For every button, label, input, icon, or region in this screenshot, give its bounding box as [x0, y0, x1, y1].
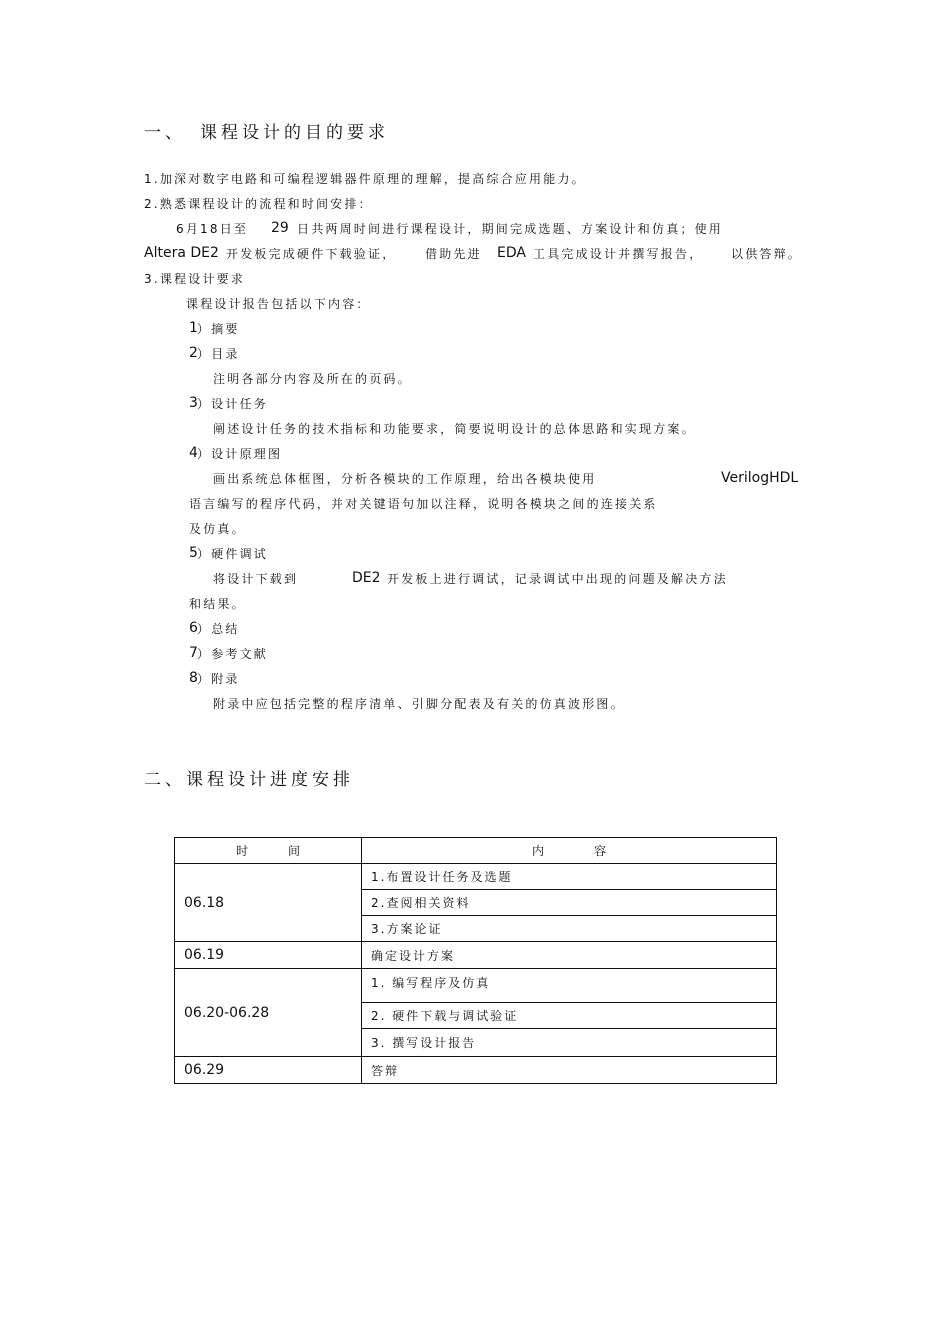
header-time-label: 时间 [235, 844, 340, 858]
requirement-line-2: 2.熟悉课程设计的流程和时间安排： [144, 197, 373, 211]
tool-text-b: 工具完成设计并撰写报告， [533, 247, 704, 261]
schedule-text-c: 日共两周时间进行课程设计，期间完成选题、方案设计和仿真；使用 [297, 222, 724, 236]
item-1-label: ）摘要 [197, 322, 240, 336]
item-3-label: ）设计任务 [197, 397, 269, 411]
header-content [362, 838, 777, 864]
item-6-label: ）总结 [197, 622, 240, 636]
header-time [175, 838, 362, 864]
item-6-num: 6 [189, 620, 198, 636]
item-8-num: 8 [189, 670, 198, 686]
table-row [175, 969, 777, 1003]
date-cell: 06.20-06.28 [175, 969, 362, 1057]
section1-title: 课程设计的目的要求 [200, 123, 389, 143]
item-4-label: ）设计原理图 [197, 447, 283, 461]
date-cell: 06.19 [175, 942, 362, 969]
item-2-desc: 注明各部分内容及所在的页码。 [213, 372, 412, 386]
task-cell: 1.布置设计任务及选题 [362, 864, 777, 890]
item-5-desc-b: 开发板上进行调试，记录调试中出现的问题及解决方法 [387, 572, 728, 586]
task-cell: 2. 硬件下载与调试验证 [362, 1003, 777, 1029]
section2-title: 二、课程设计进度安排 [144, 770, 354, 790]
task-cell: 1. 编写程序及仿真 [362, 969, 777, 1003]
item-1-num: 1 [189, 320, 198, 336]
schedule-text-a: 6月18日至 [176, 222, 249, 236]
section1-number: 一、 [144, 123, 186, 143]
item-4-desc-c: 及仿真。 [189, 522, 246, 536]
report-intro: 课程设计报告包括以下内容： [186, 297, 371, 311]
board-name: Altera DE2 [144, 245, 219, 261]
tool-text-c: 以供答辩。 [731, 247, 803, 261]
item-3-num: 3 [189, 395, 198, 411]
item-5-num: 5 [189, 545, 198, 561]
item-5-board: DE2 [352, 570, 381, 586]
board-text: 开发板完成硬件下载验证， [226, 247, 397, 261]
item-5-desc-c: 和结果。 [189, 597, 246, 611]
task-cell: 2.查阅相关资料 [362, 890, 777, 916]
item-4-num: 4 [189, 445, 198, 461]
item-2-num: 2 [189, 345, 198, 361]
item-4-desc-a: 画出系统总体框图，分析各模块的工作原理，给出各模块使用 [213, 472, 597, 486]
tool-text-a: 借助先进 [425, 247, 482, 261]
date-cell: 06.29 [175, 1057, 362, 1084]
item-3-desc: 阐述设计任务的技术指标和功能要求，简要说明设计的总体思路和实现方案。 [213, 422, 696, 436]
item-8-label: ）附录 [197, 672, 240, 686]
date-cell: 06.18 [175, 864, 362, 942]
tool-name: EDA [497, 245, 526, 261]
item-2-label: ）目录 [197, 347, 240, 361]
requirement-line-3: 3.课程设计要求 [144, 272, 246, 286]
task-cell: 3.方案论证 [362, 916, 777, 942]
item-7-label: ）参考文献 [197, 647, 269, 661]
schedule-table [174, 837, 777, 1084]
table-row [175, 1057, 777, 1084]
task-cell: 答辩 [362, 1057, 777, 1084]
item-7-num: 7 [189, 645, 198, 661]
item-8-desc: 附录中应包括完整的程序清单、引脚分配表及有关的仿真波形图。 [213, 697, 625, 711]
requirement-line-1: 1.加深对数字电路和可编程逻辑器件原理的理解，提高综合应用能力。 [144, 172, 586, 186]
item-4-desc-b: 语言编写的程序代码，并对关键语句加以注释，说明各模块之间的连接关系 [189, 497, 658, 511]
item-5-label: ）硬件调试 [197, 547, 269, 561]
table-row [175, 864, 777, 890]
item-4-lang: VerilogHDL [721, 470, 799, 486]
header-content-label: 内容 [531, 844, 656, 858]
task-cell: 确定设计方案 [362, 942, 777, 969]
table-header-row [175, 838, 777, 864]
item-5-desc-a: 将设计下载到 [213, 572, 299, 586]
schedule-text-b: 29 [271, 220, 289, 236]
task-cell: 3. 撰写设计报告 [362, 1029, 777, 1057]
table-row [175, 942, 777, 969]
